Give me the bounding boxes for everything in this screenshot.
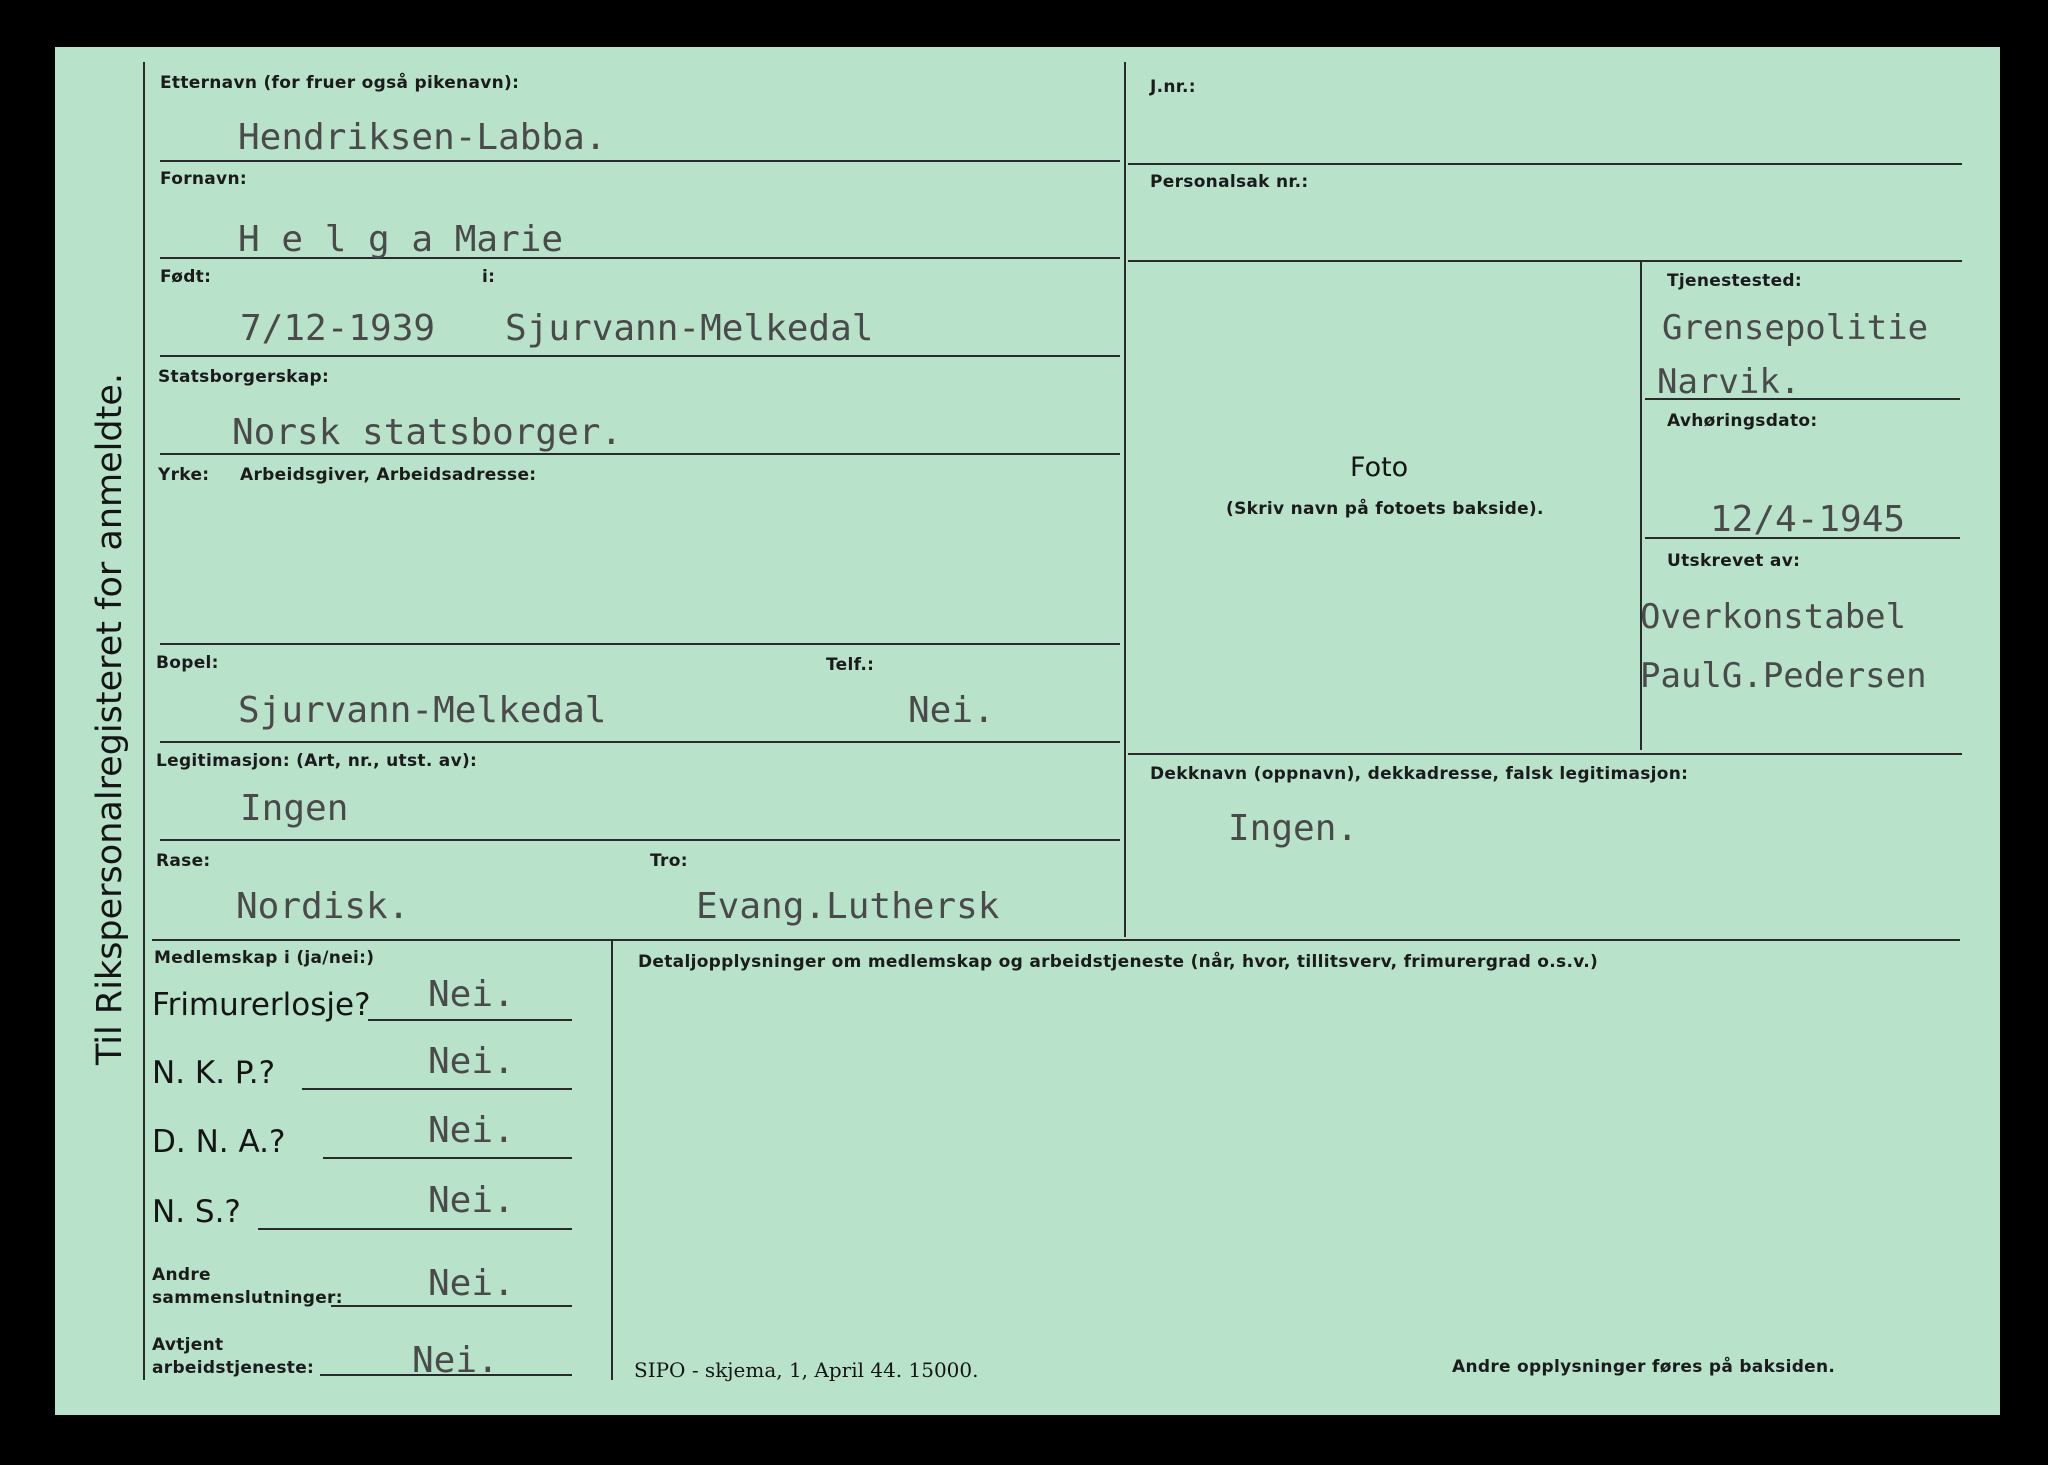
label-fodt: Født: [160, 267, 212, 287]
lower-divider [611, 940, 613, 1380]
rule-rase [152, 939, 1960, 941]
label-jnr: J.nr.: [1150, 77, 1196, 97]
label-dna: D. N. A.? [152, 1124, 286, 1160]
value-rase: Nordisk. [236, 886, 410, 927]
value-tro: Evang.Luthersk [696, 886, 1000, 927]
label-telf: Telf.: [826, 655, 875, 675]
value-fodt-sted: Sjurvann-Melkedal [505, 308, 874, 349]
label-utskrevet: Utskrevet av: [1667, 551, 1801, 571]
value-etternavn: Hendriksen-Labba. [238, 117, 607, 158]
label-footer-right: Andre opplysninger føres på baksiden. [1452, 1357, 1836, 1377]
value-frimurer: Nei. [428, 974, 515, 1015]
value-legitimasjon: Ingen [240, 788, 349, 829]
label-fornavn: Fornavn: [160, 169, 247, 189]
value-andre: Nei. [428, 1263, 515, 1304]
value-ns: Nei. [428, 1180, 515, 1221]
label-avtjent-1: Avtjent [152, 1335, 224, 1355]
label-tjenestested: Tjenestested: [1667, 271, 1803, 291]
value-tjenestested-2: Narvik. [1657, 362, 1801, 402]
rule-yrke [160, 643, 1120, 645]
middle-divider [1124, 62, 1126, 937]
label-avtjent-2: arbeidstjeneste: [152, 1358, 315, 1378]
value-utskrevet-2: PaulG.Pedersen [1640, 656, 1927, 696]
rule-statsborgerskap [160, 453, 1120, 455]
label-sipo: SIPO - skjema, 1, April 44. 15000. [634, 1358, 979, 1382]
rule-frimurer [368, 1019, 572, 1021]
value-fodt-dato: 7/12-1939 [240, 308, 436, 349]
label-yrke: Yrke: [158, 465, 210, 485]
rule-andre [331, 1305, 572, 1307]
label-legitimasjon: Legitimasjon: (Art, nr., utst. av): [156, 751, 478, 771]
label-i: i: [482, 267, 496, 287]
left-border [143, 62, 145, 1380]
label-dekknavn: Dekknavn (oppnavn), dekkadresse, falsk legitimasjon: [1150, 764, 1689, 784]
label-tro: Tro: [650, 851, 688, 871]
value-fornavn: H e l g a Marie [238, 219, 564, 260]
rule-etternavn [160, 160, 1120, 162]
rule-jnr [1128, 163, 1962, 165]
label-frimurer: Frimurerlosje? [152, 987, 371, 1023]
label-statsborgerskap: Statsborgerskap: [158, 367, 330, 387]
rule-bopel [160, 741, 1120, 743]
value-avtjent: Nei. [412, 1340, 499, 1381]
value-utskrevet-1: Overkonstabel [1640, 597, 1907, 637]
label-detalj: Detaljopplysninger om medlemskap og arbeidstjeneste (når, hvor, tillitsverv, frimurergrad o.s.v.) [638, 952, 1599, 972]
rule-fodt [160, 355, 1120, 357]
label-personalsak: Personalsak nr.: [1150, 172, 1309, 192]
value-dna: Nei. [428, 1110, 515, 1151]
label-bopel: Bopel: [156, 653, 219, 673]
label-nkp: N. K. P.? [152, 1055, 276, 1091]
label-foto: Foto [1350, 452, 1409, 483]
rule-dna [323, 1157, 572, 1159]
side-caption: Til Rikspersonalregisteret for anmeldte. [90, 373, 130, 1065]
value-bopel: Sjurvann-Melkedal [238, 690, 607, 731]
label-foto-note: (Skriv navn på fotoets bakside). [1226, 499, 1544, 519]
label-etternavn: Etternavn (for fruer også pikenavn): [160, 73, 520, 93]
value-nkp: Nei. [428, 1041, 515, 1082]
label-medlemskap: Medlemskap i (ja/nei:) [154, 948, 375, 968]
label-ns: N. S.? [152, 1194, 241, 1230]
value-tjenestested-1: Grensepolitie [1662, 308, 1929, 348]
rule-nkp [302, 1088, 572, 1090]
value-statsborgerskap: Norsk statsborger. [232, 412, 623, 453]
label-arbeidsgiver: Arbeidsgiver, Arbeidsadresse: [240, 465, 537, 485]
label-andre-1: Andre [152, 1265, 211, 1285]
rule-legitimasjon [160, 839, 1120, 841]
label-rase: Rase: [156, 851, 211, 871]
value-dekknavn: Ingen. [1228, 808, 1359, 849]
rule-foto-bottom [1128, 753, 1962, 755]
rule-personalsak [1128, 260, 1962, 262]
label-avhoringsdato: Avhøringsdato: [1667, 411, 1818, 431]
rule-ns [258, 1228, 572, 1230]
value-avhoringsdato: 12/4-1945 [1710, 499, 1906, 540]
value-telf: Nei. [908, 690, 995, 731]
label-andre-2: sammenslutninger: [152, 1288, 343, 1308]
